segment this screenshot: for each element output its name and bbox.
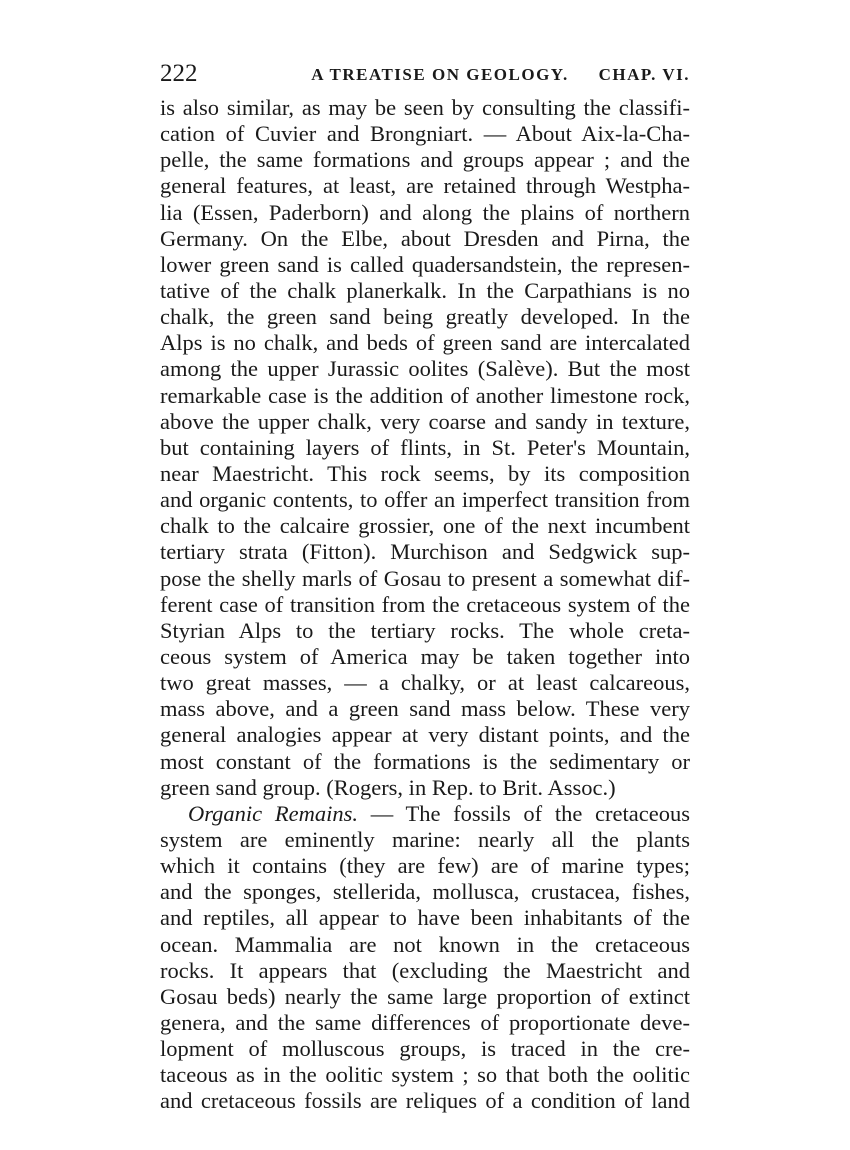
text-line: and cretaceous fossils are reliques of a condition of land — [160, 1088, 690, 1114]
text-line: chalk, the green sand being greatly developed. In the — [160, 304, 690, 330]
text-line: lia (Essen, Paderborn) and along the plains of northern — [160, 199, 690, 225]
text-line: is also similar, as may be seen by consulting the classifi- — [160, 95, 690, 120]
text-line: mass above, and a green sand mass below. These very — [160, 696, 690, 722]
text-line: cation of Cuvier and Brongniart. — About Aix-la-Cha- — [160, 121, 690, 147]
text-line: lopment of molluscous groups, is traced in the cre- — [160, 1036, 690, 1062]
text-line: Alps is no chalk, and beds of green sand are intercalated — [160, 330, 690, 356]
text-line: most constant of the formations is the sedimentary or — [160, 748, 690, 774]
paragraph-end-line: green sand group. (Rogers, in Rep. to Brit. Assoc.) — [160, 774, 616, 800]
text-line: which it contains (they are few) are of marine types; — [160, 853, 690, 879]
text-line: and the sponges, stellerida, mollusca, crustacea, fishes, — [160, 879, 690, 905]
running-title: A TREATISE ON GEOLOGY. — [311, 65, 569, 84]
text-line: among the upper Jurassic oolites (Salève). But the most — [160, 356, 690, 382]
text-line: Gosau beds) nearly the same large proportion of extinct — [160, 983, 690, 1009]
text-line: lower green sand is called quadersandstein, the represen- — [160, 251, 690, 277]
running-header — [160, 60, 690, 92]
body-text — [160, 95, 690, 1114]
text-line: genera, and the same differences of proportionate deve- — [160, 1009, 690, 1035]
text-line: near Maestricht. This rock seems, by its composition — [160, 460, 690, 486]
text-line: Germany. On the Elbe, about Dresden and Pirna, the — [160, 225, 690, 251]
page-number: 222 — [160, 60, 198, 87]
text-line: two great masses, — a chalky, or at least calcareous, — [160, 670, 690, 696]
section-heading: Organic Remains. — [188, 800, 358, 826]
text-line: but containing layers of flints, in St. Peter's Mountain, — [160, 434, 690, 460]
text-line: tative of the chalk planerkalk. In the Carpathians is no — [160, 277, 690, 303]
text-line: chalk to the calcaire grossier, one of the next incumbent — [160, 513, 690, 539]
text-line: pelle, the same formations and groups appear ; and the — [160, 147, 690, 173]
text-line: system are eminently marine: nearly all the plants — [160, 826, 690, 852]
text-line: general analogies appear at very distant points, and the — [160, 722, 690, 748]
text-line: rocks. It appears that (excluding the Maestricht and — [160, 957, 690, 983]
text-line: Styrian Alps to the tertiary rocks. The whole creta- — [160, 617, 690, 643]
text-line: taceous as in the oolitic system ; so that both the oolitic — [160, 1062, 690, 1088]
text-line: pose the shelly marls of Gosau to present a somewhat dif- — [160, 565, 690, 591]
text-line: and reptiles, all appear to have been inhabitants of the — [160, 905, 690, 931]
text-line: ceous system of America may be taken together into — [160, 643, 690, 669]
text-line: tertiary strata (Fitton). Murchison and Sedgwick sup- — [160, 539, 690, 565]
chapter-label: CHAP. VI. — [598, 65, 690, 84]
text-line: and organic contents, to offer an imperfect transition from — [160, 487, 690, 513]
text-line: general features, at least, are retained through Westpha- — [160, 173, 690, 199]
text-line: above the upper chalk, very coarse and sandy in texture, — [160, 408, 690, 434]
section-first-line — [160, 801, 690, 827]
text-line: remarkable case is the addition of another limestone rock, — [160, 382, 690, 408]
section-first-line-text: — The fossils of the cretaceous — [357, 800, 690, 826]
text-line: ferent case of transition from the cretaceous system of the — [160, 591, 690, 617]
text-line: ocean. Mammalia are not known in the cretaceous — [160, 931, 690, 957]
